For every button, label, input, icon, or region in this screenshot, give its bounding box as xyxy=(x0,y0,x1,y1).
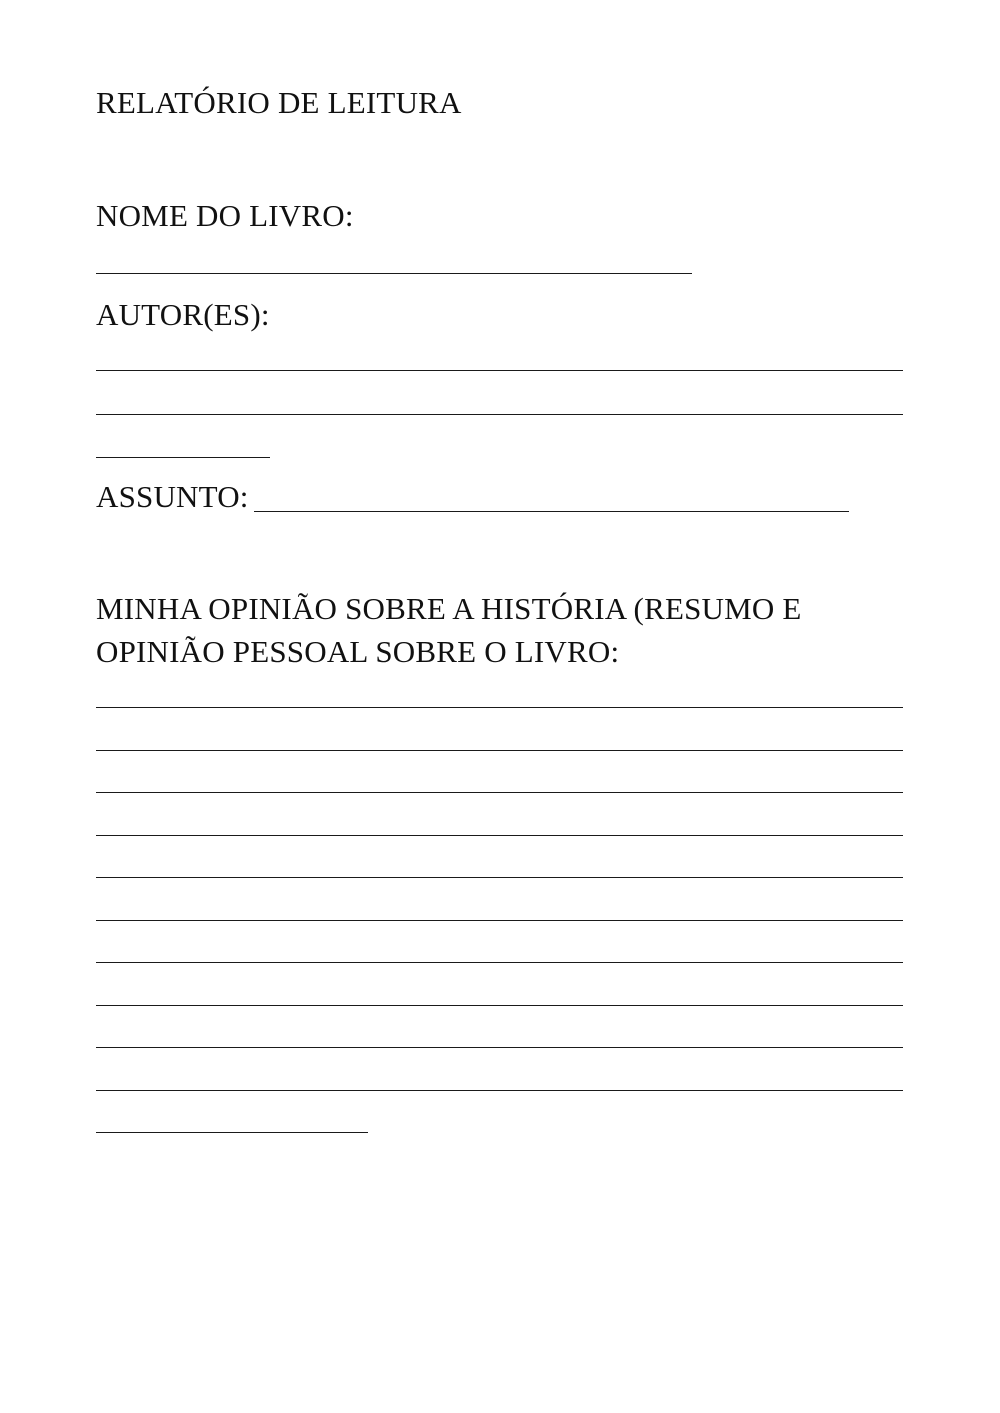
opinion-answer-line xyxy=(96,792,903,793)
book-name-answer-line xyxy=(96,273,692,274)
authors-answer-line xyxy=(96,414,903,415)
opinion-answer-line xyxy=(96,1090,903,1091)
authors-answer-line xyxy=(96,457,270,458)
opinion-answer-line xyxy=(96,920,903,921)
book-name-label: NOME DO LIVRO: xyxy=(96,198,354,233)
opinion-answer-line xyxy=(96,707,903,708)
opinion-answer-line xyxy=(96,1047,903,1048)
authors-label: AUTOR(ES): xyxy=(96,297,270,332)
opinion-answer-line xyxy=(96,1132,368,1133)
opinion-prompt-line-2: OPINIÃO PESSOAL SOBRE O LIVRO: xyxy=(96,634,620,669)
opinion-answer-line xyxy=(96,835,903,836)
authors-answer-line xyxy=(96,370,903,371)
opinion-answer-line xyxy=(96,1005,903,1006)
opinion-answer-line xyxy=(96,750,903,751)
subject-answer-line xyxy=(254,511,849,512)
opinion-answer-line xyxy=(96,877,903,878)
document-title: RELATÓRIO DE LEITURA xyxy=(96,85,462,120)
opinion-answer-line xyxy=(96,962,903,963)
subject-label: ASSUNTO: xyxy=(96,479,249,514)
opinion-prompt-line-1: MINHA OPINIÃO SOBRE A HISTÓRIA (RESUMO E xyxy=(96,591,802,626)
